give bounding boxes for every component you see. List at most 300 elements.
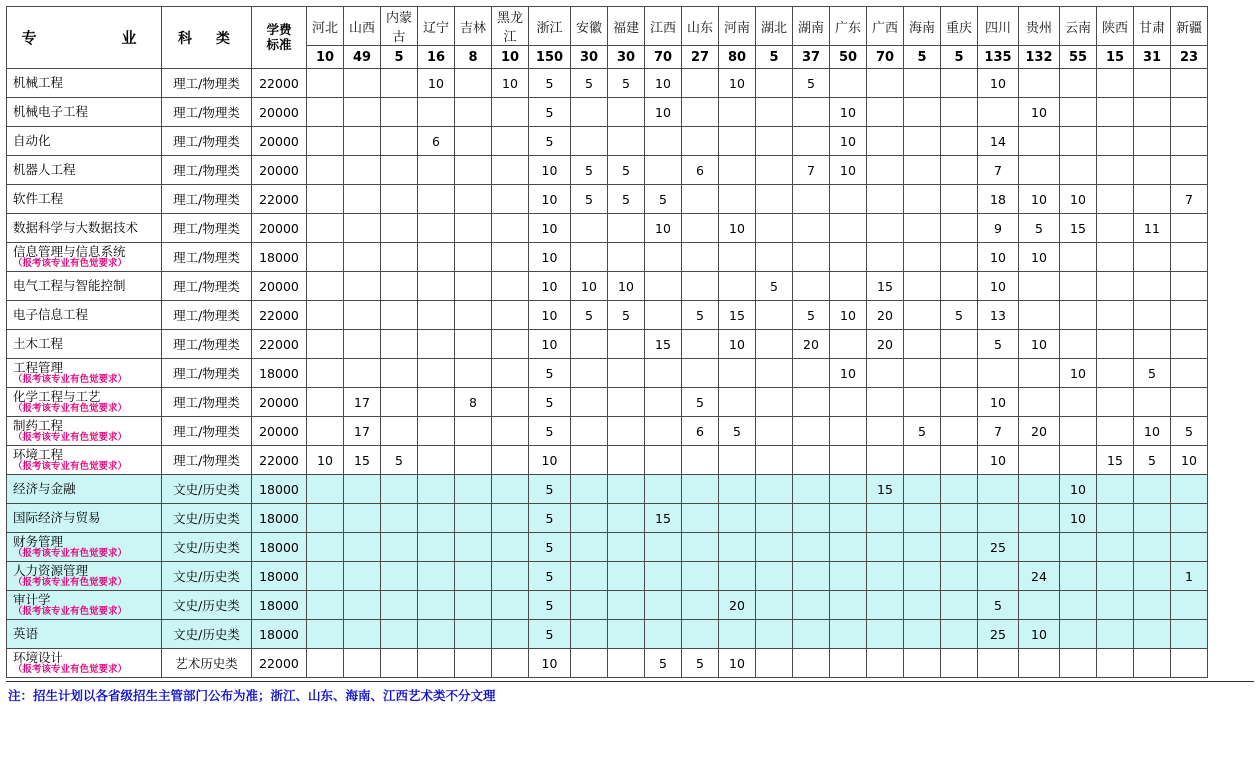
quota-cell (904, 475, 941, 504)
quota-cell: 5 (529, 388, 571, 417)
quota-cell: 5 (1134, 446, 1171, 475)
category-cell: 理工/物理类 (162, 243, 252, 272)
quota-cell (867, 504, 904, 533)
table-body (7, 69, 1208, 678)
quota-cell (307, 243, 344, 272)
quota-cell (793, 446, 830, 475)
quota-cell (307, 533, 344, 562)
quota-cell: 10 (645, 69, 682, 98)
quota-cell (830, 620, 867, 649)
quota-cell (381, 417, 418, 446)
major-cell (7, 272, 162, 301)
quota-cell (418, 185, 455, 214)
quota-cell (904, 504, 941, 533)
quota-cell (904, 301, 941, 330)
quota-cell (830, 185, 867, 214)
quota-cell (418, 533, 455, 562)
quota-cell (793, 504, 830, 533)
quota-cell (1097, 591, 1134, 620)
province-count: 15 (1097, 46, 1134, 69)
quota-cell (455, 417, 492, 446)
major-name: 英语 (13, 625, 39, 641)
quota-cell (344, 591, 381, 620)
quota-cell: 10 (978, 388, 1019, 417)
quota-cell (756, 591, 793, 620)
quota-cell (1019, 446, 1060, 475)
quota-cell (830, 504, 867, 533)
quota-cell (904, 562, 941, 591)
quota-cell (344, 533, 381, 562)
quota-cell (756, 330, 793, 359)
header-province: 贵州 (1019, 7, 1060, 46)
quota-cell (455, 446, 492, 475)
quota-cell (1171, 330, 1208, 359)
quota-cell (1097, 359, 1134, 388)
quota-cell (756, 301, 793, 330)
header-province: 河南 (719, 7, 756, 46)
quota-cell: 5 (571, 185, 608, 214)
major-name: 数据科学与大数据技术 (13, 219, 139, 235)
quota-cell (867, 243, 904, 272)
quota-cell (1060, 388, 1097, 417)
quota-cell: 14 (978, 127, 1019, 156)
quota-cell (1060, 533, 1097, 562)
quota-cell (571, 475, 608, 504)
quota-cell (381, 591, 418, 620)
quota-cell (793, 359, 830, 388)
quota-cell (719, 446, 756, 475)
quota-cell (418, 649, 455, 678)
header-province: 云南 (1060, 7, 1097, 46)
quota-cell (1060, 98, 1097, 127)
quota-cell: 10 (529, 330, 571, 359)
quota-cell (492, 214, 529, 243)
footer-divider (6, 681, 1254, 682)
major-note: （报考该专业有色觉要求） (13, 576, 128, 588)
quota-cell (719, 156, 756, 185)
quota-cell (492, 417, 529, 446)
category-cell: 理工/物理类 (162, 127, 252, 156)
quota-cell (344, 243, 381, 272)
quota-cell (381, 649, 418, 678)
quota-cell (941, 504, 978, 533)
fee-cell: 18000 (252, 591, 307, 620)
province-count: 30 (571, 46, 608, 69)
province-count: 31 (1134, 46, 1171, 69)
quota-cell (571, 446, 608, 475)
quota-cell (682, 591, 719, 620)
quota-cell (830, 562, 867, 591)
header-province: 湖北 (756, 7, 793, 46)
quota-cell: 10 (307, 446, 344, 475)
quota-cell (1134, 69, 1171, 98)
quota-cell (307, 185, 344, 214)
quota-cell (1019, 127, 1060, 156)
quota-cell (307, 301, 344, 330)
quota-cell: 5 (571, 156, 608, 185)
quota-cell: 20 (793, 330, 830, 359)
quota-cell (307, 330, 344, 359)
quota-cell (455, 620, 492, 649)
quota-cell: 5 (571, 301, 608, 330)
fee-cell: 22000 (252, 330, 307, 359)
quota-cell (344, 504, 381, 533)
quota-cell (1019, 504, 1060, 533)
quota-cell (492, 243, 529, 272)
quota-cell (1171, 156, 1208, 185)
province-count: 5 (941, 46, 978, 69)
quota-cell (682, 446, 719, 475)
fee-cell: 22000 (252, 185, 307, 214)
header-category: 科 类 (162, 7, 252, 69)
quota-cell (455, 127, 492, 156)
province-count: 70 (645, 46, 682, 69)
quota-cell (719, 562, 756, 591)
header-province: 浙江 (529, 7, 571, 46)
quota-cell (418, 388, 455, 417)
quota-cell: 5 (904, 417, 941, 446)
header-province: 甘肃 (1134, 7, 1171, 46)
quota-cell (1097, 330, 1134, 359)
quota-cell (344, 359, 381, 388)
header-province: 广西 (867, 7, 904, 46)
major-name: 机器人工程 (13, 161, 76, 177)
quota-cell (608, 98, 645, 127)
quota-cell (1060, 591, 1097, 620)
fee-cell: 20000 (252, 98, 307, 127)
quota-cell: 10 (529, 243, 571, 272)
quota-cell (941, 214, 978, 243)
quota-cell: 6 (682, 156, 719, 185)
quota-cell (719, 185, 756, 214)
major-cell (7, 475, 162, 504)
quota-cell: 17 (344, 417, 381, 446)
quota-cell (904, 127, 941, 156)
quota-cell (307, 504, 344, 533)
quota-cell (418, 243, 455, 272)
quota-cell (344, 98, 381, 127)
table-row (7, 446, 1208, 475)
major-cell (7, 214, 162, 243)
quota-cell (645, 417, 682, 446)
table-row (7, 388, 1208, 417)
quota-cell: 11 (1134, 214, 1171, 243)
major-name: 土木工程 (13, 335, 64, 351)
quota-cell (418, 475, 455, 504)
province-count: 135 (978, 46, 1019, 69)
quota-cell (645, 359, 682, 388)
quota-cell (756, 533, 793, 562)
quota-cell (867, 591, 904, 620)
quota-cell (867, 127, 904, 156)
quota-cell: 10 (1060, 185, 1097, 214)
quota-cell (682, 475, 719, 504)
quota-cell (1019, 156, 1060, 185)
quota-cell (830, 214, 867, 243)
quota-cell (492, 127, 529, 156)
quota-cell: 10 (1060, 359, 1097, 388)
quota-cell (1171, 504, 1208, 533)
quota-cell: 1 (1171, 562, 1208, 591)
quota-cell: 10 (719, 330, 756, 359)
quota-cell (830, 272, 867, 301)
quota-cell (719, 620, 756, 649)
table-row (7, 533, 1208, 562)
header-province: 山西 (344, 7, 381, 46)
quota-cell (756, 98, 793, 127)
fee-cell: 20000 (252, 156, 307, 185)
quota-cell: 10 (719, 69, 756, 98)
quota-cell: 10 (1171, 446, 1208, 475)
quota-cell: 10 (418, 69, 455, 98)
quota-cell (344, 185, 381, 214)
quota-cell (571, 504, 608, 533)
quota-cell (1060, 301, 1097, 330)
quota-cell (1097, 127, 1134, 156)
quota-cell (941, 446, 978, 475)
quota-cell (904, 388, 941, 417)
quota-cell: 10 (830, 127, 867, 156)
quota-cell (492, 156, 529, 185)
major-cell (7, 388, 162, 417)
quota-cell (793, 475, 830, 504)
quota-cell (381, 301, 418, 330)
quota-cell (1097, 69, 1134, 98)
quota-cell: 5 (793, 301, 830, 330)
quota-cell (941, 98, 978, 127)
quota-cell: 10 (529, 272, 571, 301)
quota-cell (1134, 562, 1171, 591)
header-province: 内蒙古 (381, 7, 418, 46)
quota-cell: 5 (608, 185, 645, 214)
header-province: 陕西 (1097, 7, 1134, 46)
quota-cell (904, 243, 941, 272)
quota-cell (381, 243, 418, 272)
quota-cell (307, 620, 344, 649)
quota-cell (756, 446, 793, 475)
quota-cell (455, 185, 492, 214)
major-name: 环境工程 (13, 446, 64, 462)
quota-cell (830, 330, 867, 359)
quota-cell (608, 591, 645, 620)
quota-cell (978, 504, 1019, 533)
quota-cell (793, 214, 830, 243)
quota-cell (682, 533, 719, 562)
quota-cell (941, 272, 978, 301)
quota-cell: 10 (529, 156, 571, 185)
quota-cell: 5 (756, 272, 793, 301)
quota-cell (1134, 475, 1171, 504)
quota-cell (645, 388, 682, 417)
quota-cell (1097, 156, 1134, 185)
quota-cell (307, 156, 344, 185)
quota-cell (344, 475, 381, 504)
major-note: （报考该专业有色觉要求） (13, 257, 128, 269)
quota-cell (455, 359, 492, 388)
quota-cell (904, 98, 941, 127)
quota-cell (307, 127, 344, 156)
quota-cell (492, 591, 529, 620)
quota-cell: 15 (1060, 214, 1097, 243)
header-fee-line1: 学费 (266, 22, 292, 38)
quota-cell (307, 475, 344, 504)
category-cell: 文史/历史类 (162, 475, 252, 504)
fee-cell: 18000 (252, 620, 307, 649)
quota-cell: 5 (529, 127, 571, 156)
category-cell: 文史/历史类 (162, 562, 252, 591)
table-row (7, 591, 1208, 620)
quota-cell (756, 359, 793, 388)
quota-cell (645, 591, 682, 620)
table-row (7, 69, 1208, 98)
quota-cell (1134, 388, 1171, 417)
category-cell: 理工/物理类 (162, 301, 252, 330)
quota-cell (1060, 127, 1097, 156)
quota-cell (645, 301, 682, 330)
major-name: 软件工程 (13, 190, 64, 206)
table-row (7, 330, 1208, 359)
quota-cell (307, 417, 344, 446)
quota-cell: 5 (529, 504, 571, 533)
major-name: 信息管理与信息系统 (13, 243, 126, 259)
table-row (7, 185, 1208, 214)
category-cell: 理工/物理类 (162, 214, 252, 243)
quota-cell (381, 359, 418, 388)
major-name: 人力资源管理 (13, 562, 89, 578)
province-count: 80 (719, 46, 756, 69)
quota-cell (1097, 649, 1134, 678)
quota-cell (867, 446, 904, 475)
quota-cell (645, 446, 682, 475)
quota-cell (793, 562, 830, 591)
header-province: 新疆 (1171, 7, 1208, 46)
quota-cell (867, 388, 904, 417)
quota-cell: 10 (645, 98, 682, 127)
quota-cell (756, 69, 793, 98)
quota-cell (492, 388, 529, 417)
major-cell (7, 417, 162, 446)
quota-cell (793, 388, 830, 417)
quota-cell (1134, 330, 1171, 359)
quota-cell: 20 (1019, 417, 1060, 446)
quota-cell: 5 (381, 446, 418, 475)
quota-cell (830, 533, 867, 562)
quota-cell (492, 620, 529, 649)
quota-cell (1019, 359, 1060, 388)
quota-cell (756, 214, 793, 243)
major-name: 环境设计 (13, 649, 64, 665)
major-name: 审计学 (13, 591, 51, 607)
header-province: 广东 (830, 7, 867, 46)
quota-cell: 18 (978, 185, 1019, 214)
quota-cell (455, 98, 492, 127)
table-row (7, 475, 1208, 504)
quota-cell (344, 301, 381, 330)
quota-cell (344, 127, 381, 156)
quota-cell (344, 156, 381, 185)
quota-cell: 5 (529, 533, 571, 562)
quota-cell (1097, 272, 1134, 301)
quota-cell: 10 (719, 214, 756, 243)
quota-cell (645, 156, 682, 185)
category-cell: 理工/物理类 (162, 69, 252, 98)
quota-cell (1019, 301, 1060, 330)
quota-cell (904, 533, 941, 562)
province-count: 10 (307, 46, 344, 69)
fee-cell: 20000 (252, 388, 307, 417)
quota-cell: 10 (608, 272, 645, 301)
quota-cell (1097, 504, 1134, 533)
quota-cell (719, 127, 756, 156)
quota-cell (682, 330, 719, 359)
quota-cell (867, 533, 904, 562)
quota-cell (455, 330, 492, 359)
quota-cell (1134, 156, 1171, 185)
quota-cell: 13 (978, 301, 1019, 330)
major-cell (7, 533, 162, 562)
quota-cell (867, 98, 904, 127)
quota-cell (1134, 127, 1171, 156)
table-row (7, 127, 1208, 156)
quota-cell: 6 (682, 417, 719, 446)
quota-cell (307, 214, 344, 243)
header-major: 专 业 (7, 7, 162, 69)
fee-cell: 22000 (252, 446, 307, 475)
quota-cell: 5 (793, 69, 830, 98)
quota-cell (830, 649, 867, 678)
quota-cell (682, 69, 719, 98)
quota-cell: 5 (978, 591, 1019, 620)
major-note: （报考该专业有色觉要求） (13, 402, 128, 414)
quota-cell (608, 446, 645, 475)
quota-cell (682, 214, 719, 243)
quota-cell: 5 (529, 562, 571, 591)
quota-cell: 25 (978, 620, 1019, 649)
quota-cell (719, 98, 756, 127)
quota-cell (719, 533, 756, 562)
quota-cell (756, 620, 793, 649)
quota-cell (793, 620, 830, 649)
fee-cell: 18000 (252, 533, 307, 562)
quota-cell (608, 475, 645, 504)
quota-cell (1019, 388, 1060, 417)
quota-cell (645, 127, 682, 156)
quota-cell (645, 620, 682, 649)
quota-cell (978, 562, 1019, 591)
header-fee (252, 7, 307, 69)
quota-cell (307, 388, 344, 417)
quota-cell (978, 475, 1019, 504)
quota-cell (455, 214, 492, 243)
header-fee-line2: 标准 (266, 36, 292, 52)
category-cell: 文史/历史类 (162, 620, 252, 649)
quota-cell (608, 388, 645, 417)
header-province: 吉林 (455, 7, 492, 46)
quota-cell (867, 562, 904, 591)
quota-cell (904, 272, 941, 301)
quota-cell (492, 533, 529, 562)
quota-cell (492, 649, 529, 678)
quota-cell (418, 417, 455, 446)
quota-cell: 10 (830, 359, 867, 388)
quota-cell (492, 359, 529, 388)
quota-cell (941, 243, 978, 272)
quota-cell (307, 562, 344, 591)
quota-cell: 5 (571, 69, 608, 98)
quota-cell (381, 272, 418, 301)
major-name: 机械电子工程 (13, 103, 89, 119)
quota-cell: 5 (529, 359, 571, 388)
